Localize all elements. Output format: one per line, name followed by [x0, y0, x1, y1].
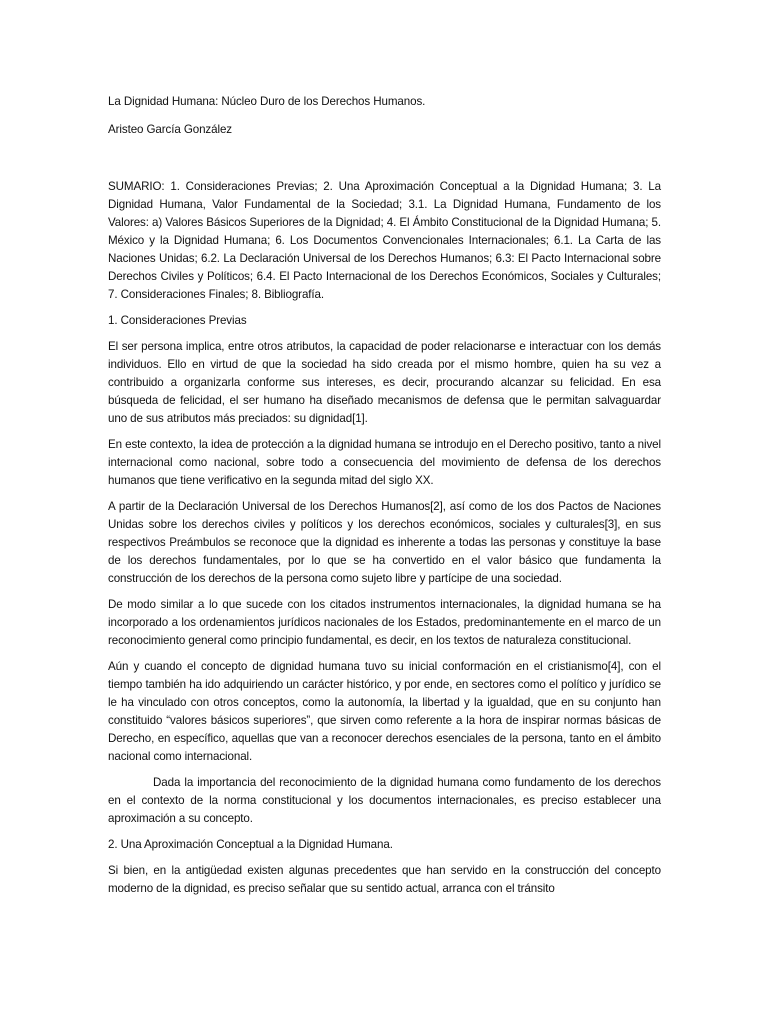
summary-paragraph: SUMARIO: 1. Consideraciones Previas; 2. Una Aproximación Conceptual a la Dignidad Humana; 3. La Dignidad Humana, Valor Fundamental de la Sociedad; 3.1. La Dignidad Humana, Fundamento de los Valores: a) Valores Básicos Superiores de la Dignidad; 4. El Ámbito Constitucional de la Dignidad Humana; 5. México y la Dignidad Humana; 6. Los Documentos Convencionales Internacionales; 6.1. La Carta de las Naciones Unidas; 6.2. La Declaración Universal de los Derechos Humanos; 6.3: El Pacto Internacional sobre Derechos Civiles y Políticos; 6.4. El Pacto Internacional de los Derechos Económicos, Sociales y Culturales; 7. Consideraciones Finales; 8. Bibliografía. [108, 180, 661, 301]
section-1-paragraph-2: En este contexto, la idea de protección a la dignidad humana se introdujo en el Derecho positivo, tanto a nivel internacional como nacional, sobre todo a consecuencia del movimiento de defensa de los derechos humanos que tiene verificativo en la segunda mitad del siglo XX. [108, 438, 661, 487]
document-title: La Dignidad Humana: Núcleo Duro de los Derechos Humanos. [108, 95, 426, 108]
section-2-heading: 2. Una Aproximación Conceptual a la Dignidad Humana. [108, 838, 393, 851]
section-1-paragraph-6: Dada la importancia del reconocimiento de la dignidad humana como fundamento de los derechos en el contexto de la norma constitucional y los documentos internacionales, es preciso establecer una aproximación a su concepto. [108, 776, 661, 825]
section-1-paragraph-3: A partir de la Declaración Universal de los Derechos Humanos[2], así como de los dos Pactos de Naciones Unidas sobre los derechos civiles y políticos y los derechos económicos, sociales y culturales[3], en sus respectivos Preámbulos se reconoce que la dignidad es inherente a todas las personas y constituye la base de los derechos fundamentales, por lo que se ha convertido en el valor básico que fundamenta la construcción de los derechos de la persona como sujeto libre y partícipe de una sociedad. [108, 500, 661, 585]
section-1-heading: 1. Consideraciones Previas [108, 314, 247, 327]
section-1-paragraph-4: De modo similar a lo que sucede con los citados instrumentos internacionales, la dignidad humana se ha incorporado a los ordenamientos jurídicos nacionales de los Estados, predominantemente en el marco de un reconocimiento general como principio fundamental, es decir, en los textos de naturaleza constitucional. [108, 598, 661, 647]
section-1-paragraph-1: El ser persona implica, entre otros atributos, la capacidad de poder relacionarse e interactuar con los demás individuos. Ello en virtud de que la sociedad ha sido creada por el mismo hombre, quien ha su vez a contribuido a organizarla conforme sus intereses, es decir, procurando alcanzar su felicidad. En esa búsqueda de felicidad, el ser humano ha diseñado mecanismos de defensa que le permitan salvaguardar uno de sus atributos más preciados: su dignidad[1]. [108, 340, 661, 425]
document-body [108, 93, 661, 906]
section-1-paragraph-5: Aún y cuando el concepto de dignidad humana tuvo su inicial conformación en el cristianismo[4], con el tiempo también ha ido adquiriendo un carácter histórico, y por ende, en sectores como el político y jurídico se le ha vinculado con otros conceptos, como la autonomía, la libertad y la igualdad, que en su conjunto han constituido “valores básicos superiores”, que sirven como referente a la hora de inspirar normas básicas de Derecho, en específico, aquellas que van a reconocer derechos esenciales de la persona, tanto en el ámbito nacional como internacional. [108, 660, 661, 763]
section-2-paragraph-1: Si bien, en la antigüedad existen algunas precedentes que han servido en la construcción del concepto moderno de la dignidad, es preciso señalar que su sentido actual, arranca con el tránsito [108, 864, 661, 895]
document-author: Aristeo García González [108, 123, 232, 136]
